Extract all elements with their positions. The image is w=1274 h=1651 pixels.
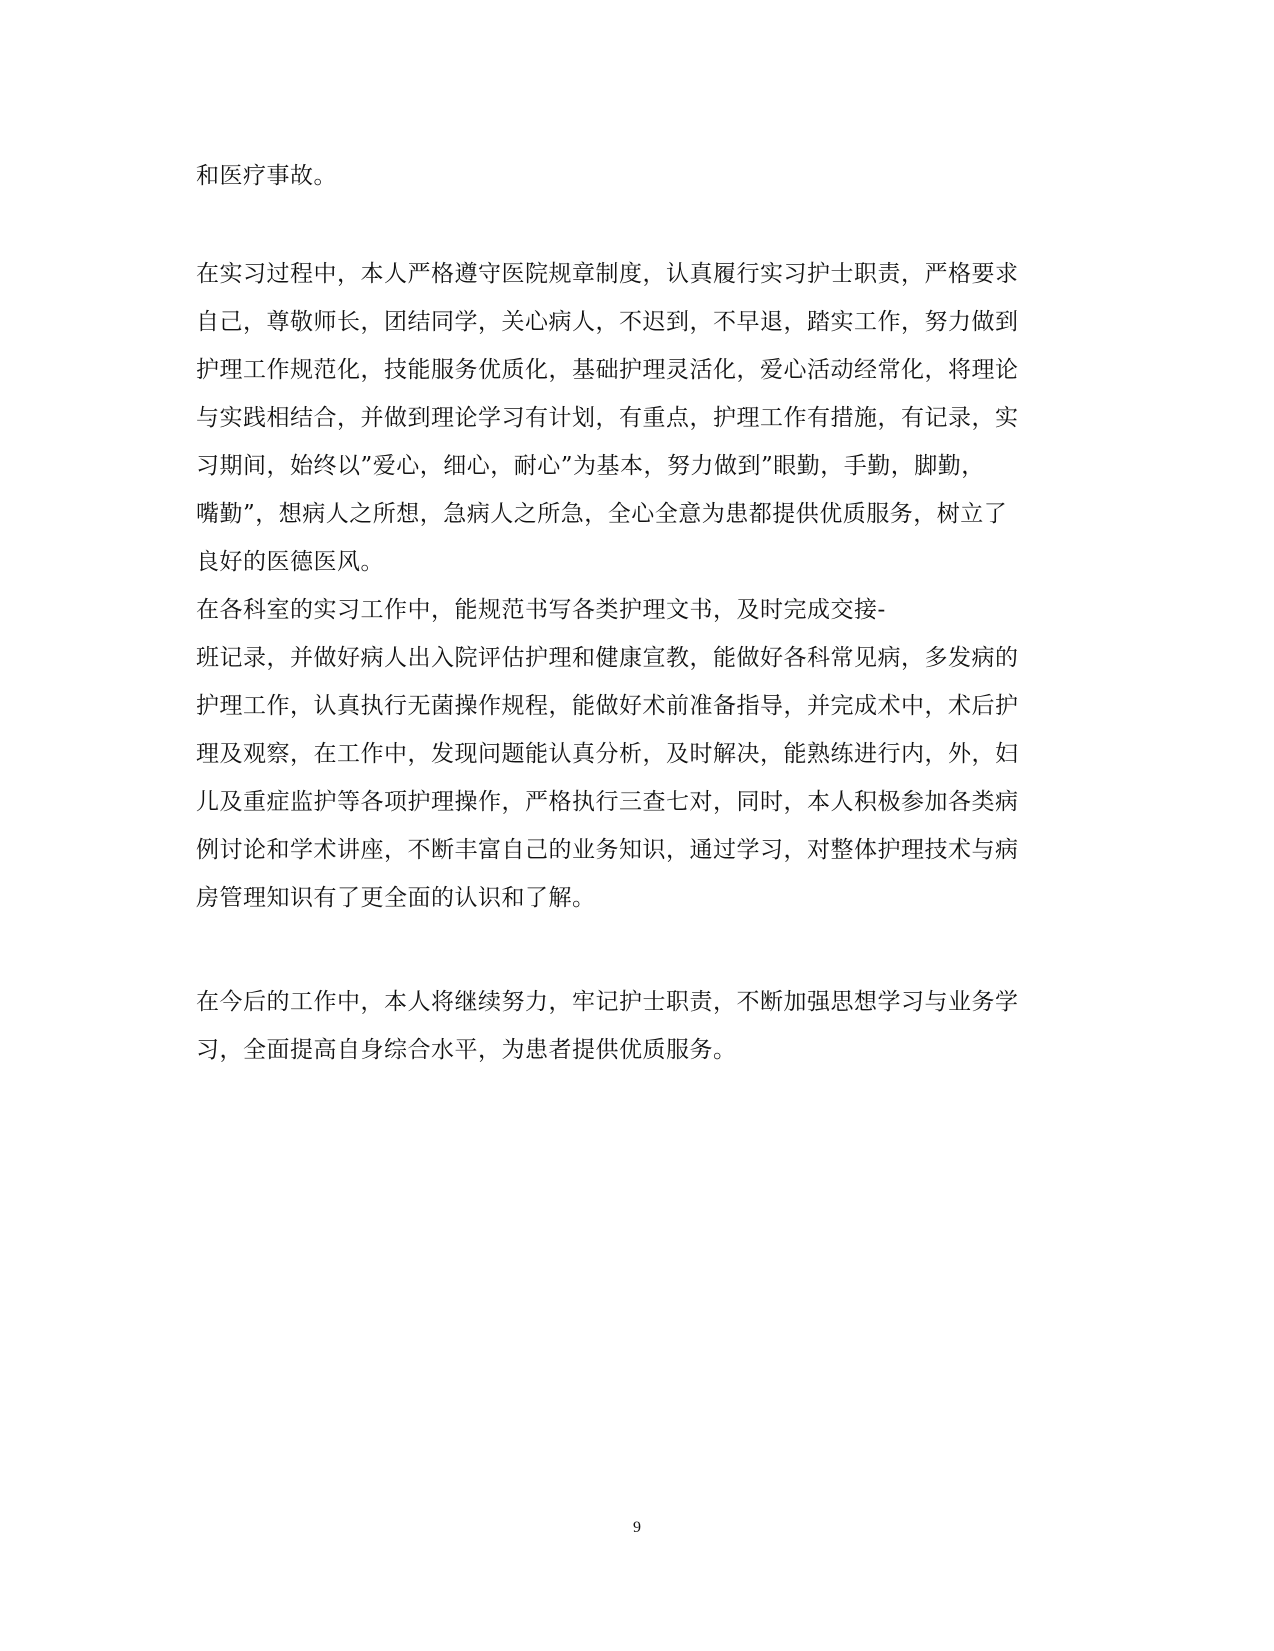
text-line: 自己，尊敬师长，团结同学，关心病人，不迟到，不早退，踏实工作，努力做到 — [196, 309, 1019, 335]
text-line: 理及观察，在工作中，发现问题能认真分析，及时解决，能熟练进行内，外，妇 — [196, 741, 1019, 767]
text-line: 护理工作，认真执行无菌操作规程，能做好术前准备指导，并完成术中，术后护 — [196, 693, 1019, 719]
paragraph-2 — [196, 250, 1076, 922]
text-line: 和医疗事故。 — [196, 163, 337, 189]
text-line: 习，全面提高自身综合水平，为患者提供优质服务。 — [196, 1037, 737, 1063]
text-line: 儿及重症监护等各项护理操作，严格执行三查七对，同时，本人积极参加各类病 — [196, 789, 1019, 815]
text-line: 班记录，并做好病人出入院评估护理和健康宣教，能做好各科常见病，多发病的 — [196, 645, 1019, 671]
page-number: 9 — [633, 1519, 641, 1536]
text-line: 与实践相结合，并做到理论学习有计划，有重点，护理工作有措施，有记录，实 — [196, 405, 1019, 431]
text-line: 嘴勤”，想病人之所想，急病人之所急，全心全意为患都提供优质服务，树立了 — [196, 501, 1008, 527]
text-line: 在今后的工作中，本人将继续努力，牢记护士职责，不断加强思想学习与业务学 — [196, 989, 1019, 1015]
text-line: 护理工作规范化，技能服务优质化，基础护理灵活化，爱心活动经常化，将理论 — [196, 357, 1019, 383]
paragraph-1 — [196, 152, 1076, 200]
text-line: 在实习过程中，本人严格遵守医院规章制度，认真履行实习护士职责，严格要求 — [196, 261, 1019, 287]
text-line: 良好的医德医风。 — [196, 549, 384, 575]
text-line: 房管理知识有了更全面的认识和了解。 — [196, 885, 596, 911]
text-line: 在各科室的实习工作中，能规范书写各类护理文书，及时完成交接- — [196, 597, 886, 623]
text-line: 习期间，始终以”爱心，细心，耐心”为基本，努力做到”眼勤，手勤，脚勤， — [196, 453, 985, 479]
text-line: 例讨论和学术讲座，不断丰富自己的业务知识，通过学习，对整体护理技术与病 — [196, 837, 1019, 863]
paragraph-3 — [196, 978, 1076, 1074]
